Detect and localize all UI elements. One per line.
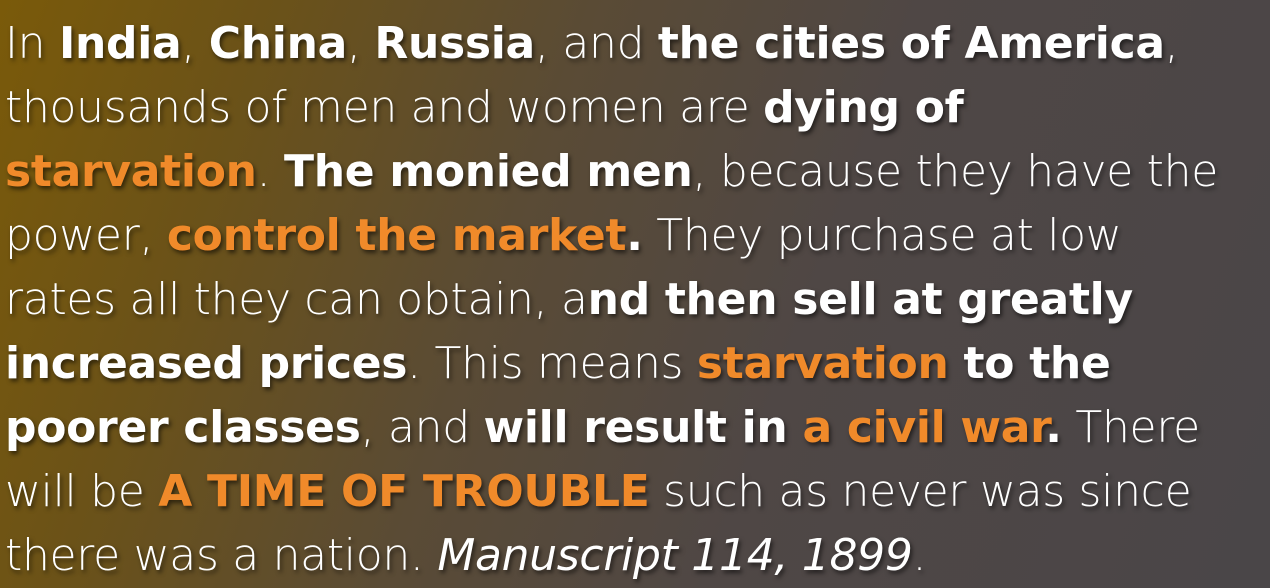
- highlight-phrase: A TIME OF TROUBLE: [158, 466, 650, 517]
- text-run: such as never was since: [649, 466, 1192, 517]
- bold-phrase: nd then sell at greatly: [587, 274, 1133, 325]
- bold-phrase: will result in: [483, 402, 803, 453]
- text-run: , because they have the: [692, 146, 1218, 197]
- quote-line: [5, 396, 1267, 460]
- text-run: . This means: [407, 338, 697, 389]
- bold-phrase: dying of: [763, 82, 964, 133]
- bold-phrase: The monied men: [284, 146, 693, 197]
- quote-line: [5, 268, 1267, 332]
- text-run: There: [1061, 402, 1200, 453]
- text-run: will be: [5, 466, 159, 517]
- text-run: , and: [534, 18, 658, 69]
- text-run: ,: [181, 18, 209, 69]
- text-run: there was a nation.: [5, 530, 438, 581]
- bold-phrase: to the: [948, 338, 1111, 389]
- quote-line: [5, 140, 1267, 204]
- quote-line: [5, 332, 1267, 396]
- bold-phrase: the cities of America: [657, 18, 1165, 69]
- text-run: They purchase at low: [642, 210, 1122, 261]
- quote-line: [5, 524, 1267, 588]
- text-run: ,: [347, 18, 375, 69]
- bold-phrase: China: [208, 18, 348, 69]
- highlight-phrase: starvation: [5, 146, 257, 197]
- quote-line: [5, 76, 1267, 140]
- bold-phrase: .: [1045, 402, 1062, 453]
- bold-phrase: .: [626, 210, 643, 261]
- text-run: ,: [1164, 18, 1179, 69]
- highlight-phrase: control the market: [166, 210, 627, 261]
- text-run: power,: [5, 210, 167, 261]
- bold-phrase: poorer classes: [5, 402, 361, 453]
- bold-phrase: Russia: [374, 18, 535, 69]
- quote-text: [5, 12, 1267, 588]
- text-run: .: [256, 146, 285, 197]
- quote-line: [5, 12, 1267, 76]
- bold-phrase: increased prices: [5, 338, 408, 389]
- highlight-phrase: starvation: [696, 338, 949, 389]
- text-run: rates all they can obtain, a: [5, 274, 588, 325]
- quote-line: [5, 460, 1267, 524]
- bold-phrase: India: [58, 18, 182, 69]
- highlight-phrase: a civil war: [802, 402, 1046, 453]
- text-run: In: [5, 18, 59, 69]
- quote-line: [5, 204, 1267, 268]
- citation: Manuscript 114, 1899: [437, 530, 913, 581]
- text-run: .: [912, 530, 927, 581]
- text-run: thousands of men and women are: [5, 82, 764, 133]
- text-run: , and: [360, 402, 484, 453]
